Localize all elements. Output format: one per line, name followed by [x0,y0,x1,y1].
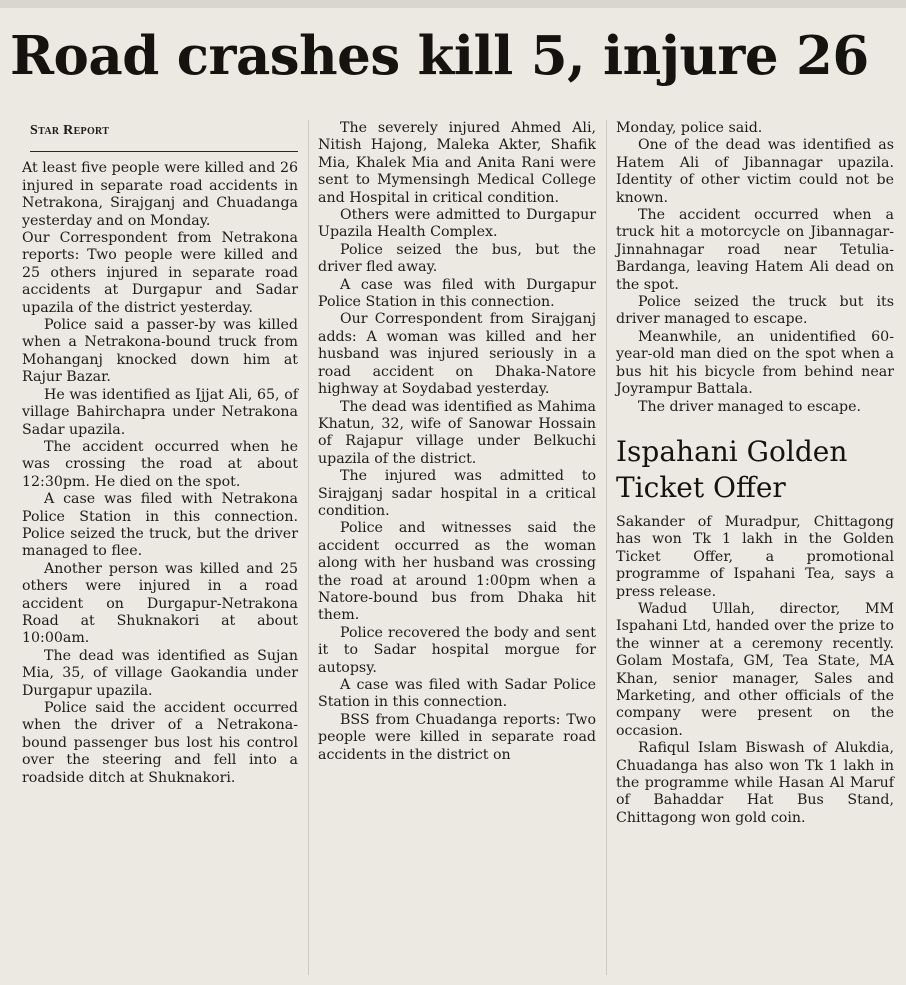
paragraph: The injured was admitted to Sirajganj sadar hospital in a critical condition. [318,468,596,519]
paragraph: Rafiqul Islam Biswash of Alukdia, Chuadanga has also won Tk 1 lakh in the programme while Hasan Al Maruf of Bahaddar Hat Bus Stand, Chittagong won gold coin. [616,740,894,826]
paragraph: Our Correspondent from Sirajganj adds: A woman was killed and her husband was injured seriously in a road accident on Dhaka-Natore highway at Soydabad yesterday. [318,311,596,398]
paragraph: A case was filed with Durgapur Police Station in this connection. [318,276,596,311]
page-edge [0,0,906,8]
article-column-1 [22,120,298,787]
column-divider [308,120,309,975]
paragraph: At least five people were killed and 26 injured in separate road accidents in Netrakona, Sirajganj and Chuadanga yesterday and on Monday. [22,160,298,229]
byline: Star Report [30,122,298,152]
paragraph: The accident occurred when he was crossing the road at about 12:30pm. He died on the spot. [22,438,298,490]
paragraph: Police said a passer-by was killed when a Netrakona-bound truck from Mohanganj knocked down him at Rajur Bazar. [22,317,298,386]
paragraph: Police seized the bus, but the driver fled away. [318,241,596,276]
paragraph: A case was filed with Netrakona Police Station in this connection. Police seized the truck, but the driver managed to flee. [22,491,298,560]
paragraph: Our Correspondent from Netrakona reports: Two people were killed and 25 others injured in separate road accidents at Durgapur and Sadar upazila of the district yesterday. [22,230,298,316]
paragraph: Police said the accident occurred when the driver of a Netrakona- bound passenger bus lost his control over the steering and fell into a roadside ditch at Shuknakori. [22,700,298,786]
article-column-2 [318,120,596,764]
article-column-3 [616,120,894,827]
paragraph: Another person was killed and 25 others were injured in a road accident on Durgapur-Netrakona Road at Shuknakori at about 10:00am. [22,560,298,647]
sidebar-headline: Ispahani Golden Ticket Offer [616,434,848,504]
paragraph: One of the dead was identified as Hatem Ali of Jibannagar upazila. Identity of other victim could not be known. [616,137,894,206]
paragraph: The severely injured Ahmed Ali, Nitish Hajong, Maleka Akter, Shafik Mia, Khalek Mia and Anita Rani were sent to Mymensingh Medical College and Hospital in critical condition. [318,120,596,206]
paragraph: BSS from Chuadanga reports: Two people were killed in separate road accidents in the district on [318,711,596,763]
paragraph: Wadud Ullah, director, MM Ispahani Ltd, handed over the prize to the winner at a ceremony recently. Golam Mostafa, GM, Tea State, MA Khan, senior manager, Sales and Marketing, and other officials of the company were present on the occasion. [616,600,894,739]
paragraph: The dead was identified as Mahima Khatun, 32, wife of Sanowar Hossain of Rajapur village under Belkuchi upazila of the district. [318,398,596,467]
paragraph: The dead was identified as Sujan Mia, 35, of village Gaokandia under Durgapur upazila. [22,647,298,699]
paragraph: He was identified as Ijjat Ali, 65, of village Bahirchapra under Netrakona Sadar upazila. [22,386,298,438]
paragraph: Others were admitted to Durgapur Upazila Health Complex. [318,207,596,241]
sidebar-article [616,434,894,827]
paragraph: Police seized the truck but its driver managed to escape. [616,294,894,328]
paragraph: Sakander of Muradpur, Chittagong has won Tk 1 lakh in the Golden Ticket Offer, a promotional programme of Ispahani Tea, says a press release. [616,513,894,600]
paragraph: Monday, police said. [616,120,763,136]
paragraph: The accident occurred when a truck hit a motorcycle on Jibannagar-Jinnahnagar road near Tetulia-Bardanga, leaving Hatem Ali dead on the spot. [616,207,894,293]
paragraph: Police recovered the body and sent it to Sadar hospital morgue for autopsy. [318,624,596,676]
column-divider [606,120,607,975]
headline: Road crashes kill 5, injure 26 [10,25,869,87]
paragraph: A case was filed with Sadar Police Station in this connection. [318,677,596,711]
paragraph: Police and witnesses said the accident occurred as the woman along with her husband was crossing the road at around 1:00pm when a Natore-bound bus from Dhaka hit them. [318,520,596,624]
paragraph: The driver managed to escape. [638,398,862,415]
paragraph: Meanwhile, an unidentified 60-year-old man died on the spot when a bus hit his bicycle from behind near Joyrampur Battala. [616,328,894,398]
